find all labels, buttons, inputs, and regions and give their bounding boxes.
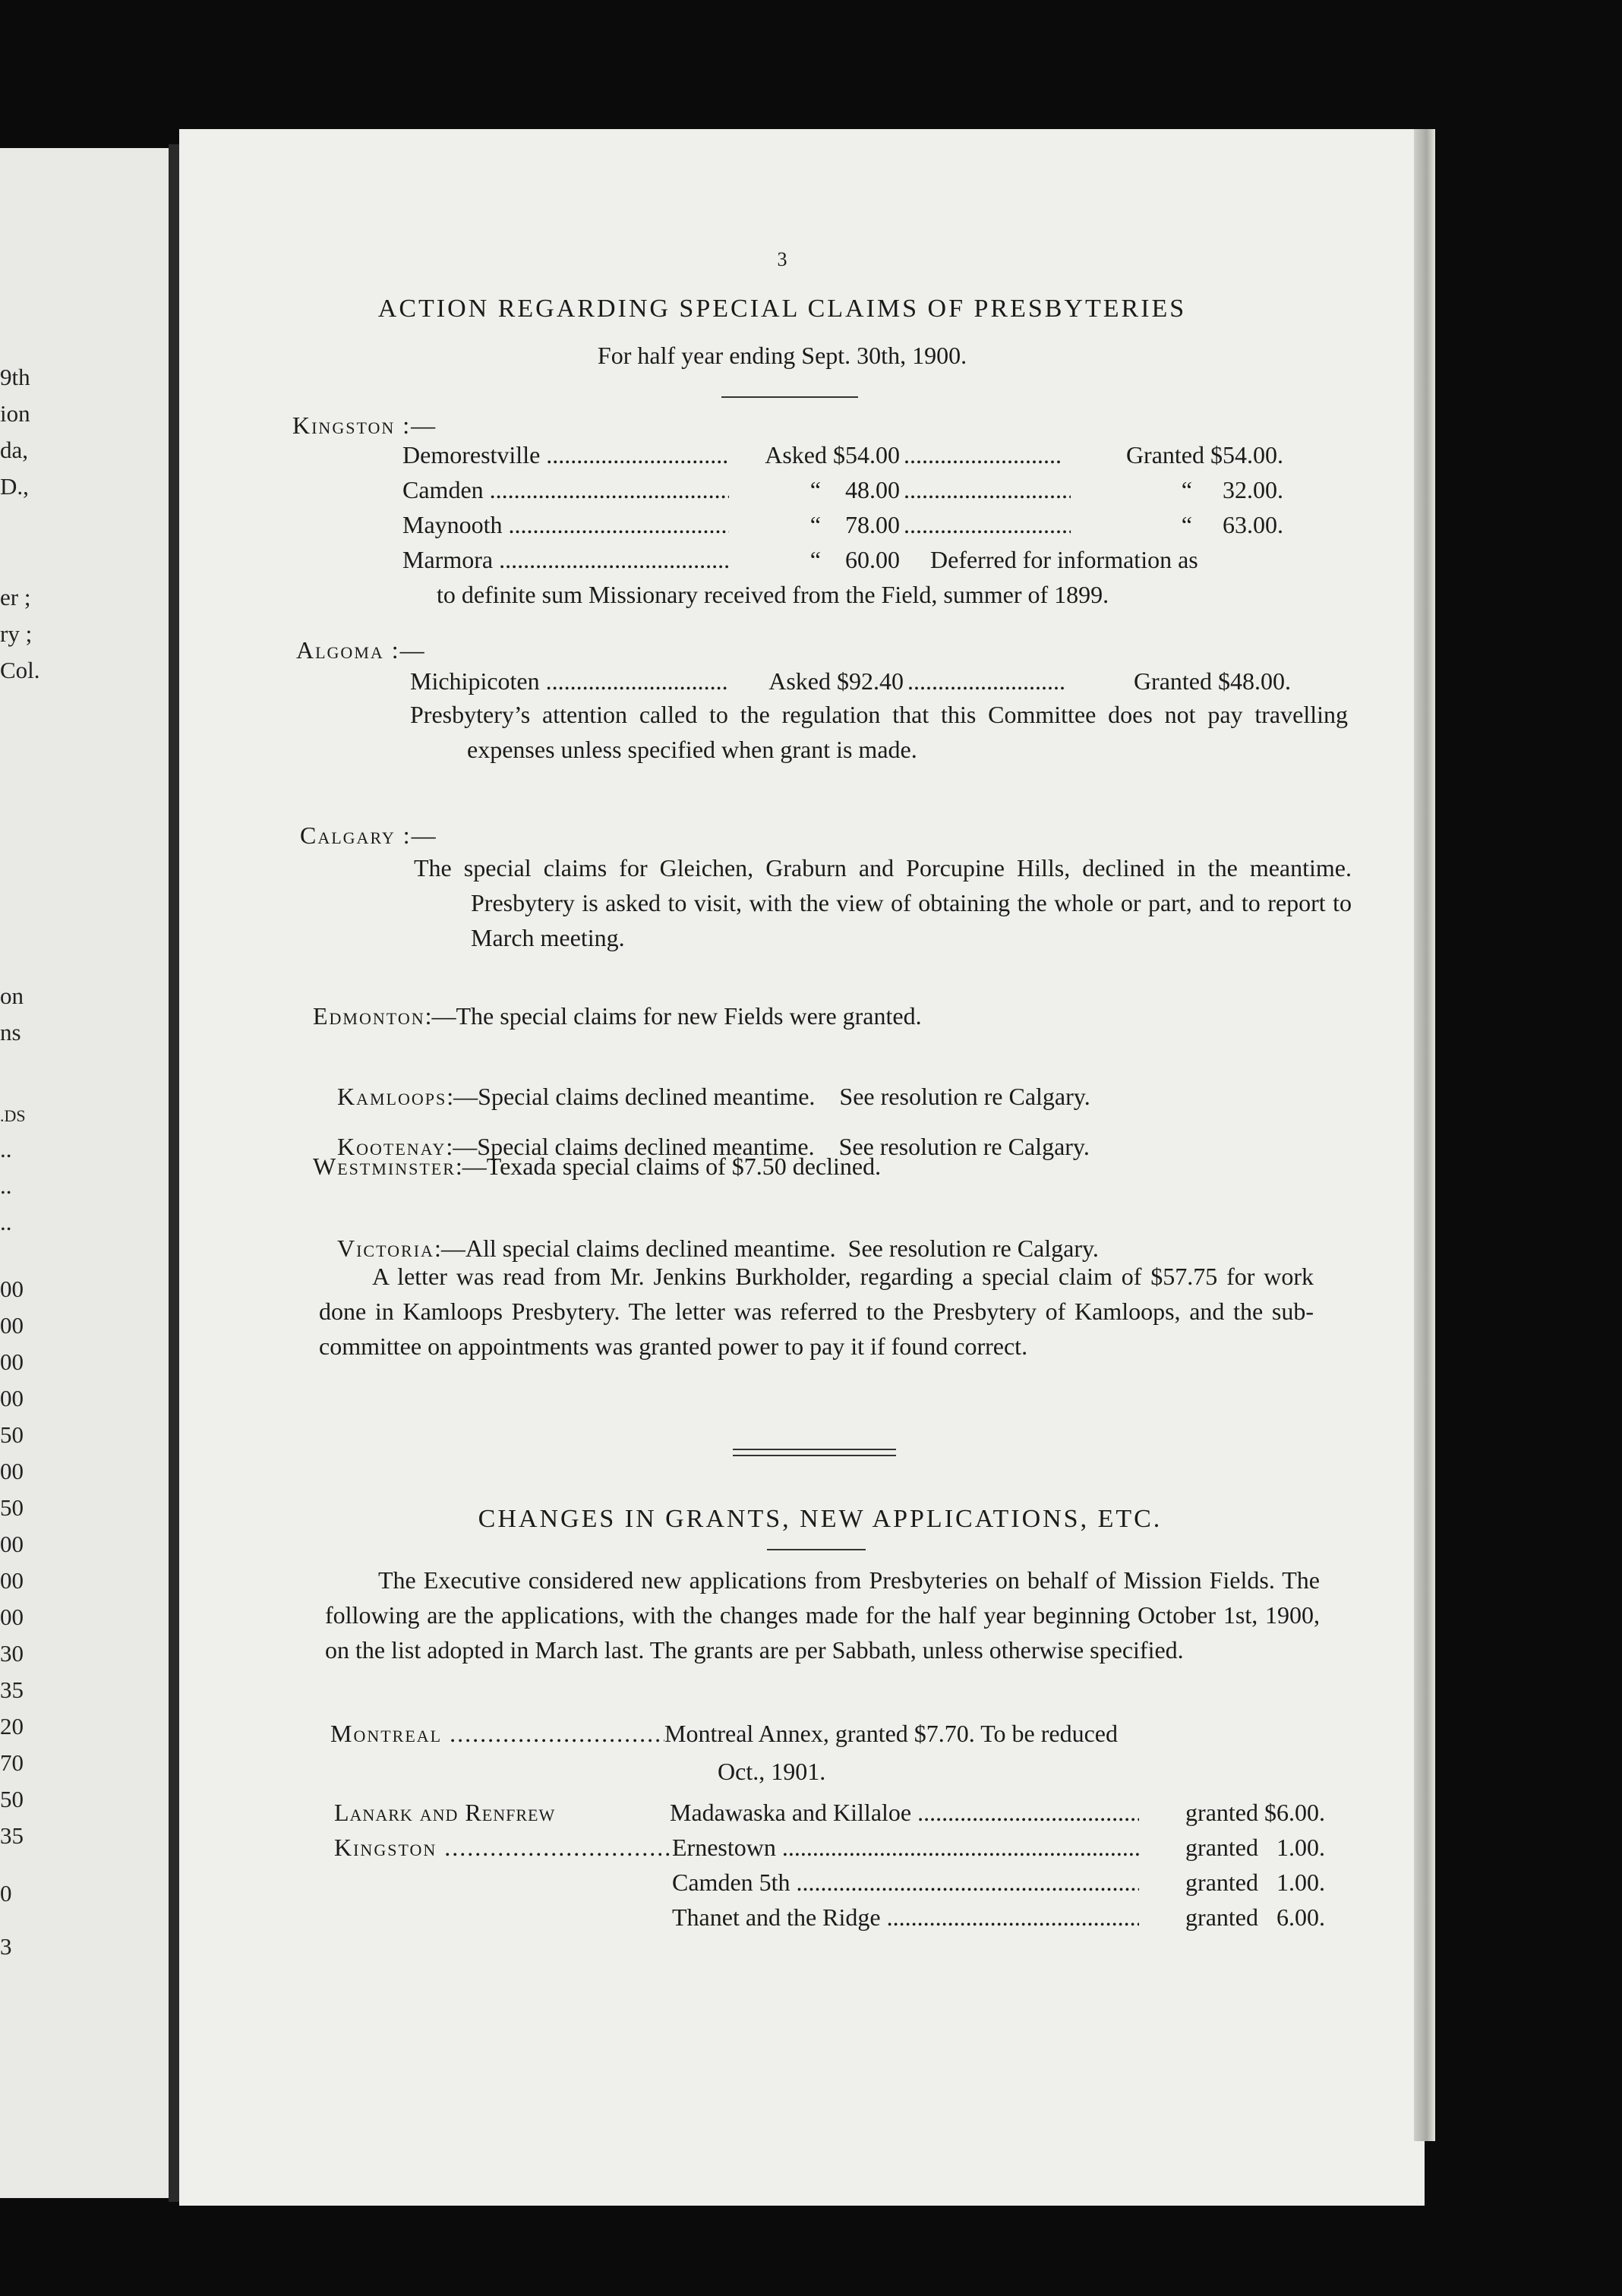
field-name: Marmora ..... xyxy=(402,544,729,576)
left-fragment: Col. xyxy=(0,657,40,683)
left-fragment: .. xyxy=(0,1136,12,1162)
application-row xyxy=(672,1901,1143,1933)
presbytery-label-lanark-renfrew: Lanark and Renfrew xyxy=(334,1799,556,1826)
asked-amount: “ 60.00 xyxy=(809,546,900,573)
left-fragment: 50 xyxy=(0,1421,24,1448)
application-row xyxy=(672,1831,1143,1863)
granted-amount: Granted $54.00. xyxy=(1063,440,1283,470)
field-name: Maynooth ..... xyxy=(402,509,729,541)
presbytery-label-victoria: Victoria xyxy=(337,1235,434,1262)
deferred-note: Deferred for information as xyxy=(930,546,1198,573)
claim-row-leader xyxy=(904,439,1071,471)
left-fragment: 00 xyxy=(0,1458,24,1484)
calgary-text: The special claims for Gleichen, Graburn and Porcupine Hills, declined in the meantime. Presbytery is asked to visit, with the view of obtaining the whole or part, and to report to March meeting. xyxy=(414,854,1352,951)
presbytery-label-algoma: Algoma :— xyxy=(296,636,426,664)
left-fragment: ns xyxy=(0,1019,21,1046)
asked-amount: Asked $54.00 xyxy=(729,440,900,470)
claim-row xyxy=(402,509,729,541)
claim-row xyxy=(410,665,729,697)
field-name: Camden ..... xyxy=(402,474,729,506)
left-fragment: 9th xyxy=(0,364,30,390)
left-fragment: 3 xyxy=(0,1933,12,1960)
field-name: Ernestown ..... xyxy=(672,1831,1143,1863)
divider-rule xyxy=(733,1455,896,1456)
field-name: Michipicoten ..... xyxy=(410,665,729,697)
left-fragment: er ; xyxy=(0,584,31,610)
presbytery-entry-westminster xyxy=(313,1151,881,1181)
presbytery-label-kingston-2: Kingston ..... xyxy=(334,1831,672,1863)
left-fragment: 00 xyxy=(0,1348,24,1375)
left-fragment: da, xyxy=(0,437,29,463)
divider-rule xyxy=(733,1449,896,1450)
asked-amount: “ 78.00 xyxy=(809,511,900,538)
presbytery-label-westminster: Westminster xyxy=(313,1153,456,1180)
intro-paragraph: The Executive considered new applications from Presbyteries on behalf of Mission Fields. The following are the applications, with the changes made for the half year beginning October 1st, 1900, on the list adopted in March last. The grants are per Sabbath, unless otherwise specified. xyxy=(325,1566,1320,1664)
deferred-note-continued: to definite sum Missionary received from the Field, summer of 1899. xyxy=(437,581,1109,608)
presbytery-label-calgary: Calgary :— xyxy=(300,822,437,849)
left-fragment: .. xyxy=(0,1209,12,1235)
left-fragment: .. xyxy=(0,1172,12,1199)
algoma-note: Presbytery’s attention called to the regulation that this Committee does not pay travelling expenses unless specified when grant is made. xyxy=(410,701,1348,763)
presbytery-label-kamloops: Kamloops xyxy=(337,1083,447,1110)
claim-row xyxy=(402,544,729,576)
left-fragment: 00 xyxy=(0,1385,24,1411)
claim-row xyxy=(402,474,729,506)
granted-amount: granted 6.00. xyxy=(1139,1902,1325,1932)
left-fragment: 30 xyxy=(0,1640,24,1667)
application-row xyxy=(672,1866,1143,1898)
left-fragment: ry ; xyxy=(0,620,33,647)
page-number: 3 xyxy=(777,248,787,270)
left-fragment: 50 xyxy=(0,1786,24,1812)
presbytery-text: :—All special claims declined meantime. See resolution re Calgary. xyxy=(434,1235,1099,1262)
granted-amount: “ 32.00. xyxy=(1093,475,1283,505)
left-fragment: 00 xyxy=(0,1604,24,1630)
left-fragment: 00 xyxy=(0,1276,24,1302)
presbytery-text: :—Special claims declined meantime. See resolution re Calgary. xyxy=(447,1083,1090,1110)
claim-row-leader xyxy=(904,509,1071,541)
claim-row-leader xyxy=(907,665,1074,697)
left-fragment: 00 xyxy=(0,1567,24,1594)
page-edge xyxy=(1414,129,1435,2141)
left-fragment: 35 xyxy=(0,1822,24,1849)
section-title-special-claims: ACTION REGARDING SPECIAL CLAIMS OF PRESBYTERIES xyxy=(377,295,1187,323)
left-page-fragment xyxy=(0,148,169,2198)
granted-amount: granted 1.00. xyxy=(1139,1832,1325,1862)
asked-amount: “ 48.00 xyxy=(809,476,900,503)
application-text-continued: Oct., 1901. xyxy=(718,1758,826,1785)
presbytery-label-edmonton: Edmonton xyxy=(313,1002,425,1030)
left-fragment: .DS xyxy=(0,1106,26,1125)
section-subtitle: For half year ending Sept. 30th, 1900. xyxy=(597,342,967,369)
application-row xyxy=(334,1831,672,1863)
left-fragment: 70 xyxy=(0,1749,24,1776)
divider-rule xyxy=(767,1549,866,1550)
granted-amount: granted 1.00. xyxy=(1139,1867,1325,1897)
granted-amount: “ 63.00. xyxy=(1093,509,1283,540)
left-fragment: D., xyxy=(0,473,29,500)
left-fragment: 35 xyxy=(0,1676,24,1703)
left-fragment: 0 xyxy=(0,1880,12,1906)
granted-amount: Granted $48.00. xyxy=(1067,666,1291,696)
presbytery-label-montreal: Montreal ..... xyxy=(330,1717,664,1749)
application-text: Montreal Annex, granted $7.70. To be reduced xyxy=(664,1720,1118,1747)
presbytery-label-kootenay: Kootenay xyxy=(337,1133,447,1160)
field-name: Thanet and the Ridge ..... xyxy=(672,1901,1143,1933)
presbytery-text: :—The special claims for new Fields were granted. xyxy=(424,1002,922,1030)
left-fragment: 50 xyxy=(0,1494,24,1521)
asked-amount: Asked $92.40 xyxy=(729,666,904,696)
left-fragment: on xyxy=(0,982,24,1009)
presbytery-text: :—Texada special claims of $7.50 declined. xyxy=(455,1153,882,1180)
presbytery-text: :—Special claims declined meantime. See resolution re Calgary. xyxy=(446,1133,1090,1160)
left-fragment: 00 xyxy=(0,1531,24,1557)
section-title-changes: CHANGES IN GRANTS, NEW APPLICATIONS, ETC. xyxy=(478,1505,1163,1533)
left-fragment: 00 xyxy=(0,1312,24,1339)
left-fragment: ion xyxy=(0,400,30,427)
field-name: Camden 5th ..... xyxy=(672,1866,1143,1898)
field-name: Demorestville ..... xyxy=(402,439,828,471)
application-row xyxy=(330,1717,664,1749)
letter-paragraph: A letter was read from Mr. Jenkins Burkholder, regarding a special claim of $57.75 for work done in Kamloops Presbytery. The letter was referred to the Presbytery of Kamloops, and the sub-committee on appointments was granted power to pay it if found correct. xyxy=(319,1263,1314,1360)
presbytery-entry-edmonton xyxy=(313,1001,922,1031)
left-fragment: 20 xyxy=(0,1713,24,1739)
field-name: Madawaska and Killaloe ..... xyxy=(670,1796,1141,1828)
claim-row-leader xyxy=(904,474,1071,506)
presbytery-label-kingston: Kingston :— xyxy=(292,412,437,439)
divider-rule xyxy=(721,396,858,398)
application-row xyxy=(670,1796,1141,1828)
granted-amount: granted $6.00. xyxy=(1139,1797,1325,1828)
book-gutter xyxy=(169,144,179,2202)
